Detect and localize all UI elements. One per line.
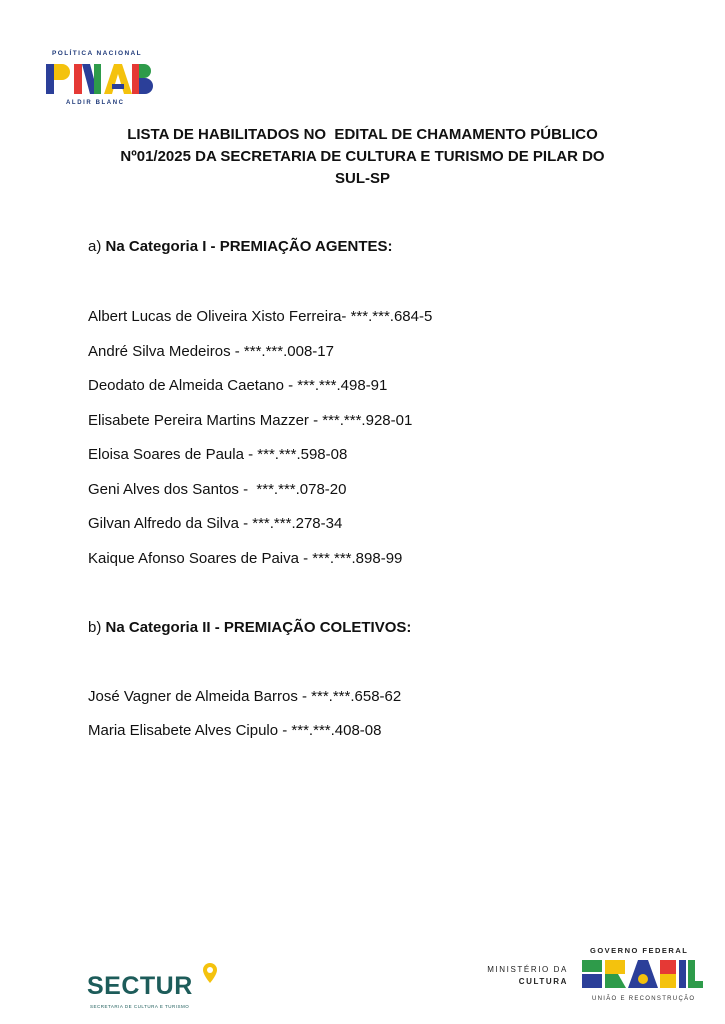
list-item: Albert Lucas de Oliveira Xisto Ferreira- ***.***.684-5	[88, 308, 433, 325]
section-heading-a	[88, 238, 393, 255]
pnab-letters-graphic	[44, 60, 154, 100]
section-heading-text: Na Categoria II - PREMIAÇÃO COLETIVOS:	[105, 619, 412, 636]
list-item: Gilvan Alfredo da Silva - ***.***.278-34	[88, 515, 343, 532]
list-item: Kaique Afonso Soares de Paiva - ***.***.898-99	[88, 550, 403, 567]
title-line-3: SUL-SP	[334, 170, 390, 187]
section-prefix: a)	[88, 238, 106, 255]
pnab-logo	[44, 50, 154, 110]
sectur-subtitle: SECRETARIA DE CULTURA E TURISMO	[90, 1004, 190, 1009]
pnab-logo-bottom-text: ALDIR BLANC	[66, 100, 125, 106]
list-item: Maria Elisabete Alves Cipulo - ***.***.408-08	[88, 722, 382, 739]
sectur-wordmark: SECTUR	[87, 972, 193, 1000]
brasil-wordmark-graphic	[580, 957, 705, 995]
title-line-1: LISTA DE HABILITADOS NO EDITAL DE CHAMAMENTO PÚBLICO	[127, 126, 598, 143]
location-pin-icon	[201, 962, 219, 984]
ministerio-line-2: CULTURA	[518, 977, 568, 986]
section-heading-b	[88, 619, 411, 636]
sectur-logo	[87, 962, 221, 1012]
list-item: Deodato de Almeida Caetano - ***.***.498-91	[88, 377, 388, 394]
uniao-reconstrucao-text: UNIÃO E RECONSTRUÇÃO	[592, 996, 696, 1002]
list-item: Eloisa Soares de Paula - ***.***.598-08	[88, 446, 348, 463]
document-title	[80, 124, 645, 190]
section-heading-text: Na Categoria I - PREMIAÇÃO AGENTES:	[105, 238, 393, 255]
section-prefix: b)	[88, 619, 106, 636]
list-item: José Vagner de Almeida Barros - ***.***.658-62	[88, 688, 402, 705]
list-item: Elisabete Pereira Martins Mazzer - ***.***.928-01	[88, 412, 413, 429]
ministerio-cultura-logo	[478, 964, 568, 988]
list-item: André Silva Medeiros - ***.***.008-17	[88, 343, 334, 360]
ministerio-line-1: MINISTÉRIO DA	[487, 965, 568, 974]
list-item: Geni Alves dos Santos - ***.***.078-20	[88, 481, 347, 498]
pnab-logo-top-text: POLÍTICA NACIONAL	[52, 50, 142, 57]
governo-federal-text: GOVERNO FEDERAL	[590, 946, 689, 955]
governo-federal-logo	[580, 946, 705, 1008]
title-line-2: Nº01/2025 DA SECRETARIA DE CULTURA E TURISMO DE PILAR DO	[120, 148, 605, 165]
